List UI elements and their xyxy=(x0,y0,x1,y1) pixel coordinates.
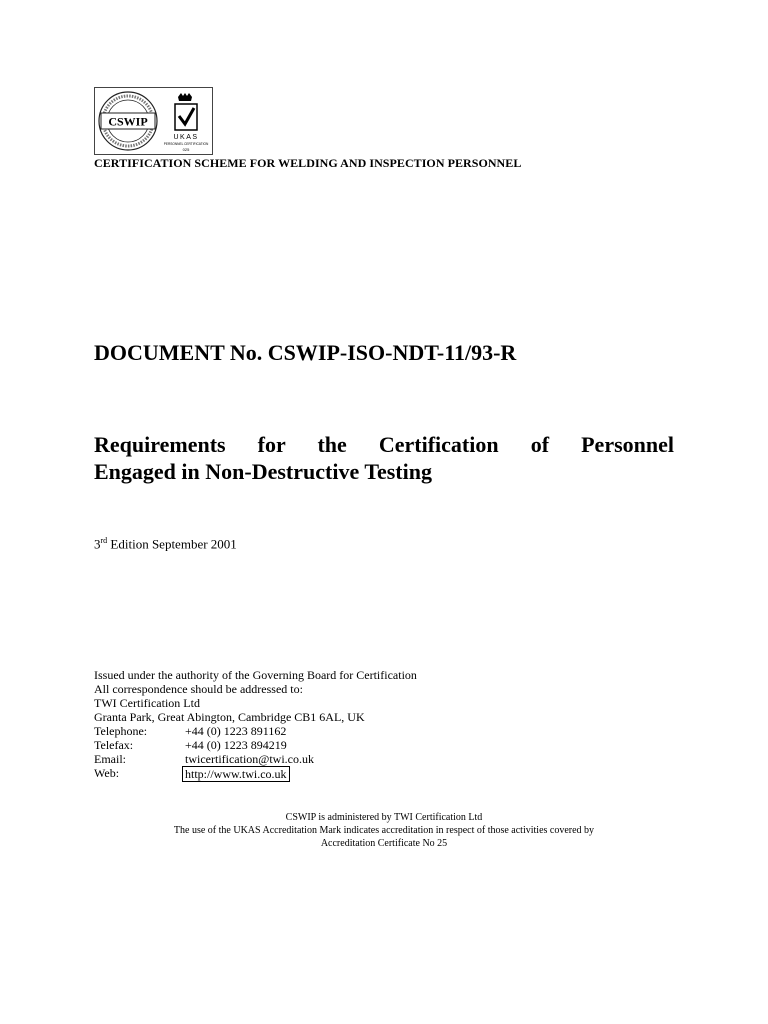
email-value[interactable]: twicertification@twi.co.uk xyxy=(185,752,315,766)
scheme-title: CERTIFICATION SCHEME FOR WELDING AND INSPECTION PERSONNEL xyxy=(94,156,522,170)
web-row xyxy=(94,766,417,782)
ukas-mark-icon xyxy=(164,93,209,152)
edition-text: Edition September 2001 xyxy=(107,536,237,552)
document-title-line-2: Engaged in Non-Destructive Testing xyxy=(94,459,432,484)
document-title xyxy=(94,431,674,485)
edition-line xyxy=(94,536,237,552)
document-number: DOCUMENT No. CSWIP-ISO-NDT-11/93-R xyxy=(94,340,517,365)
edition-suffix: rd xyxy=(100,536,108,545)
telephone-row xyxy=(94,724,417,738)
telephone-label: Telephone: xyxy=(94,724,148,738)
address-line: Granta Park, Great Abington, Cambridge CB1 6AL, UK xyxy=(94,710,365,724)
ukas-number-text: 025 xyxy=(182,147,190,152)
cswip-ukas-logo xyxy=(95,88,212,154)
footer-note xyxy=(94,811,674,850)
ukas-logo-text: UKAS xyxy=(173,134,199,141)
correspondence-note: All correspondence should be addressed to: xyxy=(94,682,303,696)
document-title-line-1: Requirements for the Certification of Personnel xyxy=(94,432,674,457)
footer-line-2: The use of the UKAS Accreditation Mark indicates accreditation in respect of those activities covered by xyxy=(173,825,595,836)
cswip-logo-text: CSWIP xyxy=(108,114,148,129)
email-row xyxy=(94,752,417,766)
web-link[interactable]: http://www.twi.co.uk xyxy=(182,766,290,782)
telefax-value: +44 (0) 1223 894219 xyxy=(185,738,287,752)
email-label: Email: xyxy=(94,752,126,766)
telefax-label: Telefax: xyxy=(94,738,134,752)
issued-block xyxy=(94,668,417,782)
telephone-value: +44 (0) 1223 891162 xyxy=(185,724,287,738)
organisation-name: TWI Certification Ltd xyxy=(94,696,200,710)
footer-line-1: CSWIP is administered by TWI Certification Ltd xyxy=(285,812,483,823)
ukas-sub-text: PERSONNEL CERTIFICATION xyxy=(163,142,209,146)
telefax-row xyxy=(94,738,417,752)
issued-authority: Issued under the authority of the Governing Board for Certification xyxy=(94,668,417,682)
edition-number: 3 xyxy=(94,536,101,552)
web-label: Web: xyxy=(94,766,120,780)
footer-line-3: Accreditation Certificate No 25 xyxy=(320,838,448,849)
logo-block xyxy=(94,87,213,155)
cswip-seal-icon xyxy=(99,92,157,150)
